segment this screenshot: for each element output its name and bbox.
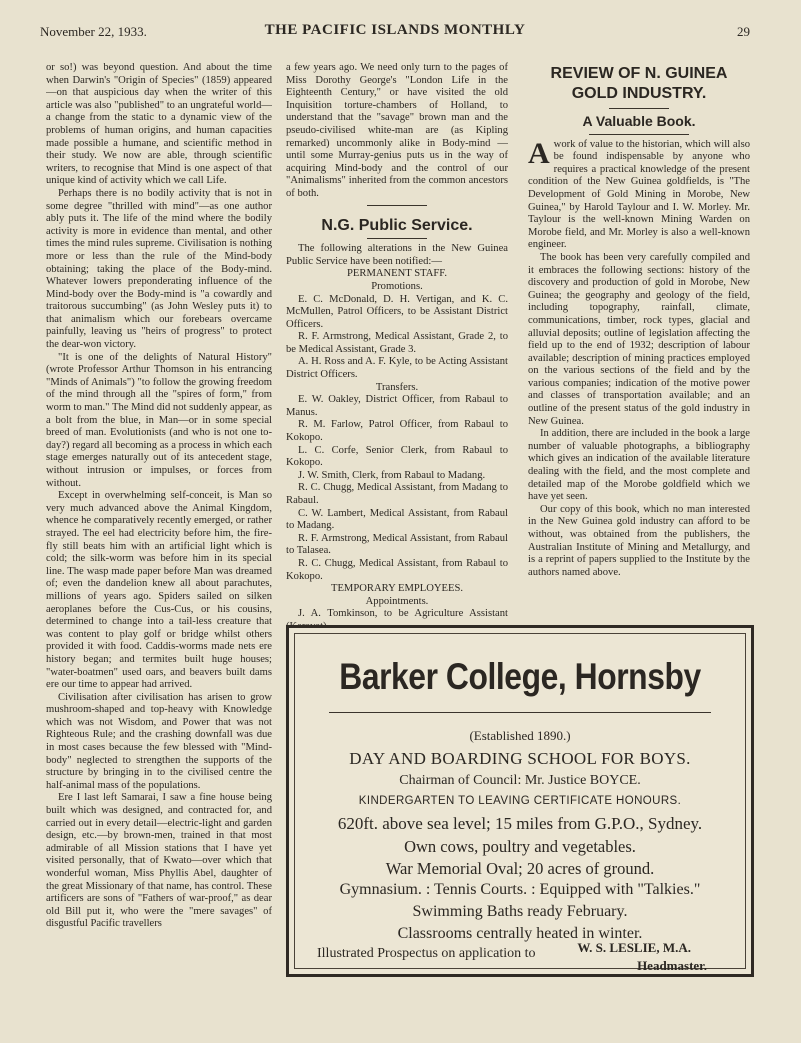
paragraph: In addition, there are included in the book a large number of valuable photographs, a bibliography which gives an indication of the available literature dealing with the field, and the most complete and detailed map of the Morobe goldfield which we have yet seen. <box>528 428 750 503</box>
page-header <box>40 24 750 46</box>
page-number: 29 <box>737 24 750 39</box>
subheading: Promotions. <box>371 280 423 292</box>
divider <box>329 712 711 713</box>
review-title <box>528 64 750 104</box>
list-item: L. C. Corfe, Senior Clerk, from Rabaul to Kokopo. <box>286 444 508 469</box>
paragraph: Our copy of this book, which no man interested in the New Guinea gold industry can afford to be without, was obtained from the publishers, the Australian Institute of Mining and Metallurgy, and is a reprint of papers supplied to the Institute by the authors named above. <box>528 503 750 578</box>
section-heading: N.G. Public Service. <box>321 216 473 234</box>
paragraph: Ere I last left Samarai, I saw a fine house being built which was designed, and contracted for, and carried out in every detail—electric-light and garden design, etc.—by brown-men, trained in that most admirable of all Mission stations that I have yet visited personally, that of Kwato—over which that wonderful woman, Miss Phyllis Abel, daughter of the great Missionary of that name, has control. These artificers are sons of "Fathers of war-proof," as dear old Bill put it, who were the "mere savages" of disgustful Pacific travellers <box>46 792 272 930</box>
publication-title: THE PACIFIC ISLANDS MONTHLY <box>264 22 526 38</box>
ad-classrooms: Classrooms centrally heated in winter. <box>397 925 643 942</box>
ad-chairman: Chairman of Council: Mr. Justice BOYCE. <box>399 773 641 788</box>
paragraph-text: work of value to the historian, which will also be found indispensable by anyone who requires a practical knowledge of the present condition of the New Guinea goldfields, is "The Development of Gold Mining in Morobe, New Guinea," by Harold Taylour and I. W. Morley. Mr. Taylour is the well-known Mining Warden on Morobe field, and Mr. Morley is also a well-known engineer. <box>528 138 750 251</box>
ad-role: Headmaster. <box>637 958 707 973</box>
subheading: TEMPORARY EMPLOYEES. <box>330 583 464 595</box>
review-subtitle: A Valuable Book. <box>582 113 696 129</box>
list-item: E. C. McDonald, D. H. Vertigan, and K. C. McMullen, Patrol Officers, to be Assistant District Officers. <box>286 293 508 330</box>
paragraph: a few years ago. We need only turn to the pages of Miss Dorothy George's "London Life in the Eighteenth Century," or have visited the old Inquisition torture-chambers of Holland, to understand that the "savage" brown man and the pseudo-civilised white-man are (as Kipling remarked) uncommonly alike in Body-mind — until some Murray-genius puts us in the way of acquiring Mind-body and the control of our "Animalisms" inherited from the common ancestors of both. <box>286 62 508 199</box>
list-item: J. W. Smith, Clerk, from Rabaul to Madang. <box>298 469 486 481</box>
subheading: Appointments. <box>365 595 429 607</box>
list-item: R. F. Armstrong, Medical Assistant, Grade 2, to be Medical Assistant, Grade 3. <box>286 331 508 355</box>
divider <box>367 238 427 239</box>
paragraph: "It is one of the delights of Natural History" (wrote Professor Arthur Thomson in his entrancing "Minds of Animals") "to follow the growing freedom of the mind through all the "spires of form," from worm to man." The Mind did not suddenly appear, as a bolt from the blue, in Man—or in some special breed of man. Evolutionists (and who is not one to-day?) regard all becoming as a process in which each stage emerges naturally out of its antecedent stage, without intrusion or impulses, or forces from without. <box>46 351 272 489</box>
paragraph <box>528 136 750 252</box>
list-item: R. C. Chugg, Medical Assistant, from Rabaul to Kokopo. <box>286 557 508 582</box>
paragraph: The book has been very carefully compiled and it embraces the following sections: history of the discovery and production of gold in Morobe, New Guinea; the geography and geology of the field, including topography, rainfall, climate, communications, timber, rock types, glacial and alluvial deposits; outline of legislation affecting the field up to the end of 1932; description of labour available; description of mining practices employed on the various sections of the field and by the various companies; indication of the motive power and classes of transportation available; and an outline of the present status of the gold industry in New Guinea. <box>528 251 750 427</box>
list-item: E. W. Oakley, District Officer, from Rabaul to Manus. <box>286 394 508 418</box>
divider <box>609 108 669 109</box>
article-column-1 <box>46 62 272 977</box>
ad-swimming: Swimming Baths ready February. <box>412 903 628 920</box>
advertisement-barker-college <box>286 625 754 977</box>
ad-grounds: War Memorial Oval; 20 acres of ground. <box>385 859 655 878</box>
divider <box>367 205 427 206</box>
subheading: PERMANENT STAFF. <box>347 268 447 280</box>
ad-facilities: Gymnasium. : Tennis Courts. : Equipped with "Talkies." <box>339 881 701 898</box>
divider <box>589 134 689 135</box>
ad-established: (Established 1890.) <box>469 728 571 743</box>
article-column-2 <box>286 62 508 646</box>
ad-school-type: DAY AND BOARDING SCHOOL FOR BOYS. <box>349 749 691 768</box>
ad-principal: W. S. LESLIE, M.A. <box>577 940 691 955</box>
list-item: J. A. Tomkinson, to be Agriculture Assistant <box>298 608 508 620</box>
list-item: A. H. Ross and A. F. Kyle, to be Acting Assistant District Officers. <box>286 356 508 381</box>
article-column-3 <box>528 62 750 579</box>
list-item: C. W. Lambert, Medical Assistant, from Rabaul to Madang. <box>286 507 508 532</box>
review-title-line: REVIEW OF N. GUINEA <box>550 65 728 82</box>
ad-farm: Own cows, poultry and vegetables. <box>404 837 636 856</box>
paragraph: The following alterations in the New Guinea Public Service have been notified:— <box>286 243 508 267</box>
ad-prospectus: Illustrated Prospectus on application to <box>317 946 536 961</box>
ad-kindergarten: KINDERGARTEN TO LEAVING CERTIFICATE HONOURS. <box>358 795 682 807</box>
paragraph: Civilisation after civilisation has arisen to grow mushroom-shaped and top-heavy with Knowledge which was not Wisdom, and Power that was not Righteous Rule; and the crashing downfall was due in most cases because the few blessed with "Mind-body" neglected to strengthen the supports of the structure by bringing in to the civilised centre the half-animal mass of the populations. <box>46 691 272 791</box>
paragraph: Except in overwhelming self-conceit, is Man so very much advanced above the Animal Kingdom, whence he comparatively recently emerged, or rather strayed. The eel had electricity before him, the fire-fly still beats him with an artificial light which is cold; the silk-worm was before him in its special line. The wasp made paper before Man was dreamed of; even the dandelion knew all about parachutes, millions of years ago. Spiders sailed on silken aeroplanes before the Cus-Cus, or his cousins, determined to change into a tail-less creature that was content to play golf or bridge whilst others provided it with food. Caddis-worms made nets ere history began; and termites built huge houses; "water-boatmen" used oars, and beavers built dams ere our time to appear had arrived. <box>46 490 272 691</box>
list-item: R. F. Armstrong, Medical Assistant, from Rabaul to Talasea. <box>286 532 508 557</box>
subheading: Transfers. <box>375 381 419 393</box>
drop-cap: A <box>528 136 550 170</box>
issue-date: November 22, 1933. <box>40 24 147 39</box>
ad-location: 620ft. above sea level; 15 miles from G.P.O., Sydney. <box>337 814 703 833</box>
paragraph: or so!) was beyond question. And about the time when Darwin's "Origin of Species" (1859) appeared—on that auspicious day when the writer of this article was also "published" to an ungrateful world—a change from the static to a dynamic view of the problems of human origins, and human capacities made possible a humane, and scientific method in their study. We now are able, through scientific writers, to recognise that Mind is one aspect of that unique kind of activity which we call Life. <box>46 62 272 187</box>
list-item: R. M. Farlow, Patrol Officer, from Rabaul to Kokopo. <box>286 419 508 444</box>
list-item: R. C. Chugg, Medical Assistant, from Madang to Rabaul. <box>286 482 508 506</box>
review-title-line: GOLD INDUSTRY. <box>571 85 707 102</box>
paragraph: Perhaps there is no bodily activity that is not in some degree "thrilled with mind"—as one author ably puts it. The life of the mind where the bodily activity is more in evidence than mental, and other times the mind rules supreme. Civilisation is nothing more or less than the rule of the Mind-body obtaining; taking the place of the Body-mind. Whatever lowers preponderating influence of the Mind-body over the Body-mind is "a cowardly and traitorous succumbing" (as John Wesley puts it) to that animalism which our forebears overcame painfully, leaving us "heirs of progress" to protect the dear-won victory. <box>46 187 272 351</box>
ad-title: Barker College, Hornsby <box>339 656 701 697</box>
